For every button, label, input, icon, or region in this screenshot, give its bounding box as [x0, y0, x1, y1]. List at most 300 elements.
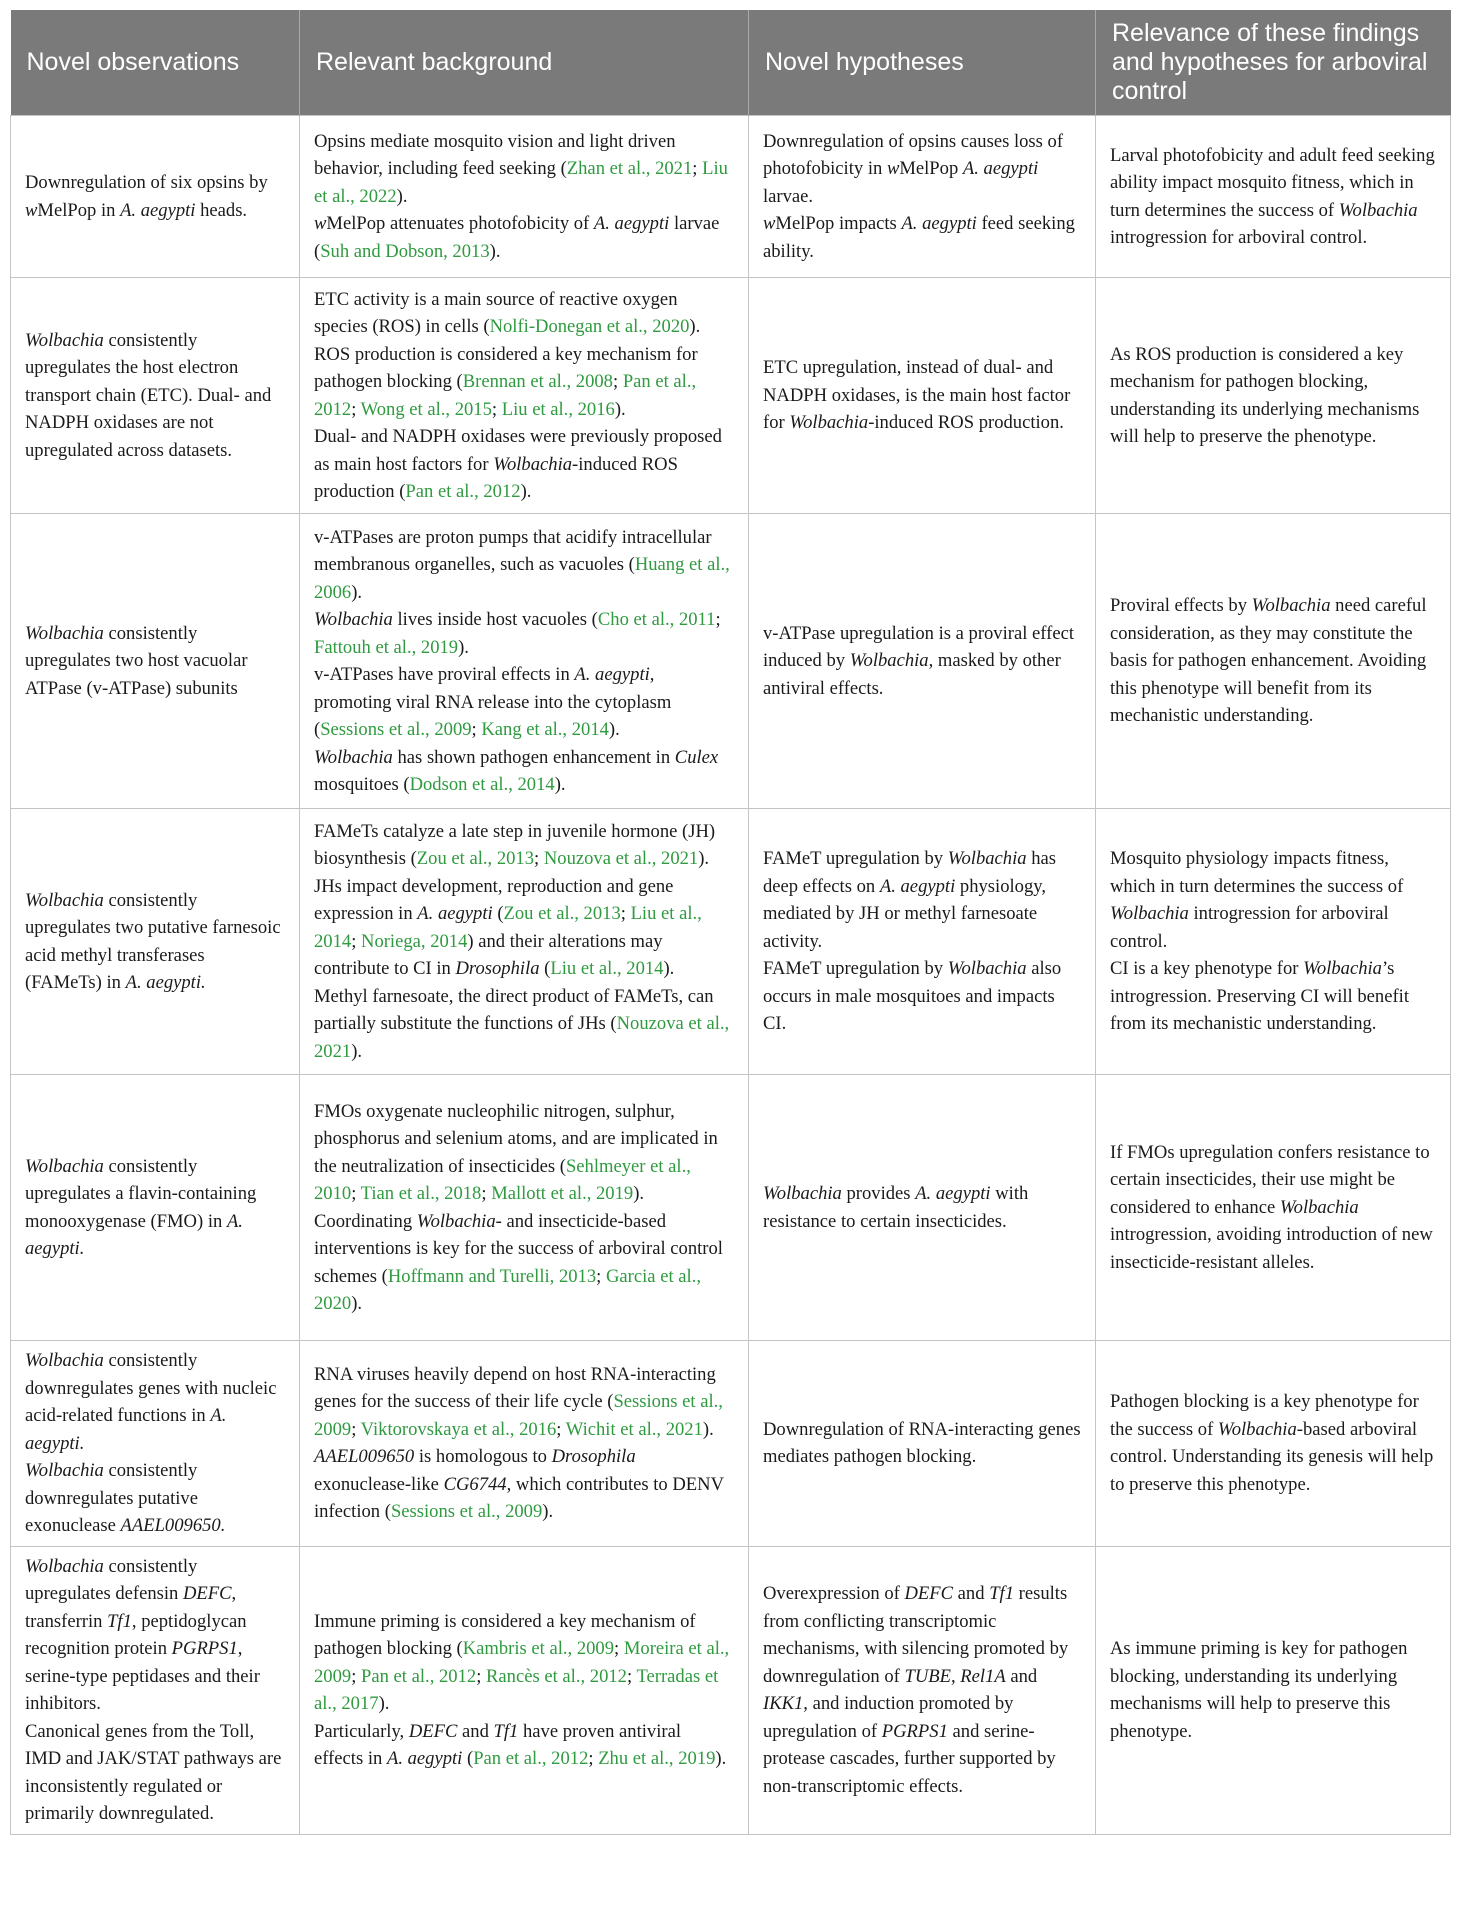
- background-cell: [300, 1075, 749, 1341]
- text-run: need careful consideration, as they may constitute the basis for pathogen enhancement. Avoiding this phenotype will benefit from its mechanistic understanding.: [1110, 595, 1427, 727]
- hypothesis-cell: [749, 514, 1096, 809]
- italic-term: A. aegypti: [574, 664, 650, 685]
- text-run: ;: [596, 1265, 606, 1287]
- italic-term: A. aegypti: [120, 199, 196, 221]
- text-run: Canonical genes from the Toll, IMD and JAK/STAT pathways are inconsistently regulated or primarily downregulated.: [25, 1720, 282, 1824]
- text-run: consistently downregulates genes with nucleic acid-related functions in: [25, 1350, 277, 1426]
- table-row: [11, 809, 1451, 1075]
- citation-link[interactable]: Kang et al., 2014: [481, 719, 609, 740]
- text-run: ;: [556, 1418, 566, 1440]
- text-run: Dual- and NADPH oxidases were previously proposed as main host factors for: [314, 426, 722, 475]
- text-run: -induced ROS production.: [868, 412, 1064, 434]
- text-run: As ROS production is considered a key mechanism for pathogen blocking, understanding its underlying mechanisms will help to preserve the phenotype.: [1110, 343, 1420, 447]
- cell-paragraph: [314, 606, 734, 661]
- hypothesis-cell: [749, 278, 1096, 514]
- text-run: MelPop in: [37, 199, 121, 221]
- relevance-cell: [1096, 1075, 1451, 1341]
- relevance-cell: [1096, 1546, 1451, 1834]
- text-run: physiology, mediated by JH or methyl farnesoate activity.: [763, 875, 1046, 952]
- observation-cell: [11, 1546, 300, 1834]
- text-run: ).: [396, 185, 408, 207]
- italic-term: Drosophila: [551, 1446, 636, 1468]
- table-row: [11, 116, 1451, 278]
- text-run: ETC activity is a main source of reactive oxygen species (ROS) in cells (: [314, 288, 678, 337]
- text-run: Downregulation of opsins causes loss of photofobicity in: [763, 130, 1064, 180]
- cell-paragraph: [1110, 1388, 1436, 1498]
- text-run: MelPop impacts: [775, 213, 902, 235]
- italic-term: Tf1: [493, 1720, 519, 1742]
- italic-term: Wolbachia: [1279, 1196, 1359, 1218]
- italic-term: Wolbachia: [789, 412, 869, 434]
- text-run: ;: [534, 848, 544, 870]
- cell-paragraph: [25, 1347, 285, 1457]
- cell-paragraph: [25, 887, 285, 997]
- citation-link[interactable]: Fattouh et al., 2019: [314, 636, 459, 658]
- text-run: ).: [458, 636, 469, 658]
- table-row: [11, 278, 1451, 514]
- text-run: -induced ROS production (: [314, 453, 678, 502]
- hypothesis-cell: [749, 1075, 1096, 1341]
- table-body: [11, 116, 1451, 1835]
- text-run: provides: [841, 1183, 916, 1204]
- text-run: ROS production is considered a key mechanism for pathogen blocking (: [314, 343, 698, 392]
- citation-link[interactable]: Sessions et al., 2009: [320, 719, 472, 740]
- text-run: Immune priming is considered a key mechanism of pathogen blocking (: [314, 1610, 696, 1659]
- citation-link[interactable]: Viktorovskaya et al., 2016: [360, 1418, 557, 1440]
- text-run: - and insecticide-based interventions is key for the success of arboviral control schemes (: [314, 1210, 723, 1287]
- cell-paragraph: [25, 620, 285, 703]
- cell-paragraph: [314, 1443, 734, 1526]
- cell-paragraph: [314, 1098, 734, 1208]
- text-run: v-ATPase upregulation is a proviral effect induced by: [763, 622, 1074, 672]
- text-run: and: [953, 1583, 990, 1604]
- text-run: ;: [471, 719, 482, 740]
- text-run: larvae (: [314, 213, 720, 262]
- table-row: [11, 1546, 1451, 1834]
- hypothesis-cell: [749, 1341, 1096, 1547]
- text-run: ;: [491, 398, 502, 420]
- italic-term: Tf1: [107, 1610, 132, 1632]
- text-run: Coordinating: [314, 1210, 417, 1232]
- citation-link[interactable]: Zou et al., 2013: [416, 848, 535, 870]
- citation-link[interactable]: Huang et al., 2006: [314, 554, 730, 603]
- header-relevant-background: Relevant background: [300, 10, 749, 116]
- citation-link[interactable]: Liu et al., 2014: [314, 903, 702, 952]
- text-run: introgression, avoiding introduction of new insecticide-resistant alleles.: [1110, 1224, 1433, 1273]
- text-run: (: [462, 1748, 474, 1769]
- italic-term: Wolbachia: [1217, 1418, 1297, 1440]
- text-run: lives inside host vacuoles (: [392, 609, 598, 630]
- text-run: -based arboviral control. Understanding its genesis will help to preserve this phenotype.: [1110, 1418, 1434, 1495]
- hypothesis-cell: [749, 1546, 1096, 1834]
- cell-paragraph: [314, 818, 734, 873]
- text-run: , transferrin: [25, 1583, 237, 1632]
- italic-term: w: [314, 213, 327, 235]
- italic-term: Wolbachia: [25, 1350, 104, 1371]
- italic-term: A. aegypti: [417, 903, 493, 925]
- citation-link[interactable]: Wong et al., 2015: [360, 398, 492, 420]
- cell-paragraph: [25, 1718, 285, 1828]
- italic-term: TUBE: [904, 1665, 951, 1687]
- cell-paragraph: [1110, 1635, 1436, 1745]
- text-run: ).: [351, 581, 363, 603]
- text-run: ).: [698, 848, 710, 870]
- text-run: consistently upregulates two putative farnesoic acid methyl transferases (FAMeTs) in: [25, 889, 281, 993]
- text-run: , promoting viral RNA release into the cytoplasm (: [314, 664, 672, 740]
- text-run: ).: [520, 481, 532, 502]
- text-run: ;: [351, 398, 361, 420]
- text-run: (: [492, 903, 504, 925]
- italic-term: w: [25, 199, 38, 221]
- text-run: (: [539, 958, 551, 980]
- text-run: , and induction promoted by upregulation of: [763, 1693, 1014, 1742]
- header-novel-observations: Novel observations: [11, 10, 300, 116]
- text-run: heads.: [195, 199, 248, 221]
- italic-term: Culex: [674, 746, 719, 768]
- cell-paragraph: [1110, 955, 1436, 1038]
- text-run: have proven antiviral effects in: [314, 1720, 681, 1769]
- text-run: ).: [608, 719, 620, 740]
- text-run: ).: [378, 1693, 390, 1714]
- text-run: Proviral effects by: [1110, 595, 1252, 617]
- text-run: Opsins mediate mosquito vision and light driven behavior, including feed seeking (: [314, 130, 676, 180]
- background-cell: [300, 1341, 749, 1547]
- text-run: MelPop attenuates photofobicity of: [326, 213, 594, 235]
- text-run: ;: [614, 1638, 624, 1659]
- italic-term: Rel1A: [960, 1665, 1006, 1687]
- text-run: consistently upregulates defensin: [25, 1555, 198, 1604]
- text-run: Downregulation of RNA-interacting genes mediates pathogen blocking.: [763, 1418, 1081, 1468]
- background-cell: [300, 809, 749, 1075]
- italic-term: PGRPS1: [171, 1638, 238, 1659]
- cell-paragraph: [763, 128, 1081, 211]
- cell-paragraph: [1110, 845, 1436, 955]
- italic-term: Wolbachia: [314, 609, 393, 630]
- text-run: v-ATPases are proton pumps that acidify intracellular membranous organelles, such as vacuoles (: [314, 526, 712, 575]
- text-run: ;: [715, 609, 721, 630]
- citation-link[interactable]: Liu et al., 2014: [550, 958, 664, 980]
- table-row: [11, 1075, 1451, 1341]
- cell-paragraph: [314, 744, 734, 799]
- text-run: FAMeT upregulation by: [763, 848, 948, 870]
- text-run: ,: [950, 1665, 961, 1687]
- observation-cell: [11, 514, 300, 809]
- text-run: larvae.: [763, 185, 814, 207]
- cell-paragraph: [314, 661, 734, 744]
- italic-term: A. aegypti: [879, 875, 956, 897]
- citation-link[interactable]: Noriega, 2014: [361, 930, 468, 952]
- text-run: JHs impact development, reproduction and gene expression in: [314, 875, 674, 925]
- italic-term: Wolbachia: [763, 1183, 842, 1204]
- observation-cell: [11, 278, 300, 514]
- italic-term: DEFC: [183, 1583, 232, 1604]
- citation-link[interactable]: Moreira et al., 2009: [314, 1638, 730, 1687]
- citation-link[interactable]: Nolfi-Donegan et al., 2020: [489, 316, 690, 337]
- citation-link[interactable]: Pan et al., 2012: [361, 1665, 477, 1687]
- text-run: ).: [542, 1501, 554, 1523]
- italic-term: Wolbachia: [25, 1460, 104, 1481]
- italic-term: Wolbachia: [849, 650, 929, 672]
- citation-link[interactable]: Dodson et al., 2014: [409, 774, 555, 795]
- text-run: ).: [554, 774, 566, 795]
- cell-paragraph: [763, 354, 1081, 437]
- text-run: ’s introgression. Preserving CI will benefit from its mechanistic understanding.: [1110, 958, 1409, 1035]
- relevance-cell: [1096, 278, 1451, 514]
- citation-link[interactable]: Zhan et al., 2021: [566, 158, 693, 180]
- header-relevance-arboviral-control: Relevance of these findings and hypotheses for arboviral control: [1096, 10, 1451, 116]
- citation-link[interactable]: Wichit et al., 2021: [565, 1418, 703, 1440]
- hypothesis-cell: [749, 809, 1096, 1075]
- cell-paragraph: [763, 620, 1081, 703]
- text-run: ).: [614, 398, 626, 420]
- italic-term: A. aegypti.: [25, 1210, 243, 1259]
- cell-paragraph: [314, 128, 734, 211]
- text-run: consistently upregulates the host electron transport chain (ETC). Dual- and NADPH oxidases are not upregulated across datasets.: [25, 329, 272, 461]
- text-run: MelPop: [899, 158, 963, 180]
- cell-paragraph: [25, 169, 285, 224]
- observation-cell: [11, 1341, 300, 1547]
- italic-term: Wolbachia: [947, 848, 1027, 870]
- relevance-cell: [1096, 116, 1451, 278]
- text-run: ).: [489, 240, 501, 262]
- text-run: , peptidoglycan recognition protein: [25, 1610, 247, 1659]
- table-row: [11, 514, 1451, 809]
- text-run: ;: [351, 1665, 362, 1687]
- text-run: , which contributes to DENV infection (: [314, 1473, 724, 1523]
- italic-term: w: [763, 213, 776, 235]
- citation-link[interactable]: Liu et al., 2022: [314, 158, 728, 207]
- italic-term: Drosophila: [455, 958, 540, 980]
- citation-link[interactable]: Sehlmeyer et al., 2010: [314, 1155, 691, 1204]
- cell-paragraph: [763, 1580, 1081, 1800]
- citation-link[interactable]: Nouzova et al., 2021: [543, 848, 699, 870]
- italic-term: A. aegypti: [962, 158, 1039, 180]
- text-run: results from conflicting transcriptomic mechanisms, with silencing promoted by downregulation of: [763, 1583, 1069, 1687]
- cell-paragraph: [314, 524, 734, 607]
- text-run: v-ATPases have proviral effects in: [314, 664, 575, 685]
- italic-term: Wolbachia: [25, 889, 104, 911]
- italic-term: A. aegypti: [386, 1748, 463, 1769]
- text-run: ;: [620, 903, 631, 925]
- italic-term: DEFC: [904, 1583, 954, 1604]
- text-run: has deep effects on: [763, 848, 1057, 897]
- cell-paragraph: [763, 210, 1081, 265]
- cell-paragraph: [314, 983, 734, 1066]
- background-cell: [300, 278, 749, 514]
- table-row: [11, 1341, 1451, 1547]
- citation-link[interactable]: Liu et al., 2016: [501, 398, 615, 420]
- background-cell: [300, 514, 749, 809]
- text-run: FAMeT upregulation by: [763, 958, 948, 980]
- citation-link[interactable]: Sessions et al., 2009: [314, 1391, 723, 1440]
- italic-term: CG6744: [443, 1473, 507, 1495]
- italic-term: A. aegypti: [915, 1183, 991, 1204]
- italic-term: Tf1: [989, 1583, 1014, 1604]
- text-run: is homologous to: [414, 1446, 552, 1468]
- italic-term: Wolbachia: [1303, 958, 1382, 980]
- text-run: and serine-protease cascades, further supported by non-transcriptomic effects.: [763, 1720, 1056, 1797]
- header-row: [11, 10, 1451, 116]
- text-run: ).: [702, 1418, 714, 1440]
- cell-paragraph: [314, 1208, 734, 1318]
- text-run: ;: [351, 1418, 361, 1440]
- citation-link[interactable]: Garcia et al., 2020: [314, 1265, 701, 1314]
- italic-term: AAEL009650.: [120, 1515, 226, 1536]
- text-run: Particularly,: [314, 1720, 409, 1742]
- citation-link[interactable]: Cho et al., 2011: [597, 609, 716, 630]
- cell-paragraph: [1110, 592, 1436, 730]
- italic-term: A. aegypti.: [25, 1405, 227, 1454]
- citation-link[interactable]: Kambris et al., 2009: [462, 1638, 615, 1659]
- cell-paragraph: [1110, 1139, 1436, 1277]
- text-run: ;: [588, 1748, 599, 1769]
- header-novel-hypotheses: Novel hypotheses: [749, 10, 1096, 116]
- citation-link[interactable]: Terradas et al., 2017: [314, 1665, 719, 1714]
- text-run: Mosquito physiology impacts fitness, which in turn determines the success of: [1110, 848, 1404, 897]
- text-run: ;: [626, 1665, 637, 1687]
- italic-term: AAEL009650: [314, 1446, 415, 1468]
- text-run: and: [1005, 1665, 1038, 1687]
- cell-paragraph: [25, 327, 285, 465]
- text-run: exonuclease-like: [314, 1473, 444, 1495]
- italic-term: A. aegypti.: [125, 972, 206, 993]
- text-run: consistently downregulates putative exonuclease: [25, 1460, 198, 1536]
- italic-term: Wolbachia: [1251, 595, 1331, 617]
- background-cell: [300, 116, 749, 278]
- italic-term: PGRPS1: [881, 1720, 948, 1742]
- italic-term: Wolbachia: [1110, 903, 1189, 925]
- cell-paragraph: [763, 955, 1081, 1038]
- text-run: ;: [351, 1183, 361, 1204]
- text-run: consistently upregulates a flavin-containing monooxygenase (FMO) in: [25, 1155, 257, 1232]
- citation-link[interactable]: Suh and Dobson, 2013: [320, 240, 490, 262]
- text-run: Larval photofobicity and adult feed seeking ability impact mosquito fitness, which in turn determines the success of: [1110, 144, 1435, 221]
- text-run: FAMeTs catalyze a late step in juvenile hormone (JH) biosynthesis (: [314, 820, 716, 870]
- text-run: with resistance to certain insecticides.: [763, 1183, 1029, 1232]
- cell-paragraph: [314, 873, 734, 983]
- observation-cell: [11, 809, 300, 1075]
- text-run: ).: [689, 316, 701, 337]
- hypothesis-cell: [749, 116, 1096, 278]
- text-run: FMOs oxygenate nucleophilic nitrogen, sulphur, phosphorus and selenium atoms, and are implicated in the neutralization of insecticides (: [314, 1100, 718, 1177]
- cell-paragraph: [1110, 341, 1436, 451]
- text-run: also occurs in male mosquitoes and impacts CI.: [763, 958, 1062, 1035]
- text-run: introgression for arboviral control.: [1110, 227, 1368, 248]
- cell-paragraph: [1110, 142, 1436, 252]
- cell-paragraph: [314, 1718, 734, 1773]
- text-run: Methyl farnesoate, the direct product of FAMeTs, can partially substitute the functions of JHs (: [314, 985, 714, 1035]
- italic-term: Wolbachia: [25, 329, 104, 351]
- cell-paragraph: [314, 341, 734, 424]
- text-run: and: [457, 1720, 494, 1742]
- citation-link[interactable]: Zou et al., 2013: [503, 903, 621, 925]
- background-cell: [300, 1546, 749, 1834]
- cell-paragraph: [763, 1416, 1081, 1471]
- italic-term: A. aegypti: [593, 213, 670, 235]
- citation-link[interactable]: Zhu et al., 2019: [598, 1748, 716, 1769]
- text-run: ;: [351, 930, 362, 952]
- italic-term: Wolbachia: [314, 746, 393, 768]
- citation-link[interactable]: Brennan et al., 2008: [462, 371, 613, 392]
- observation-cell: [11, 116, 300, 278]
- text-run: ;: [481, 1183, 492, 1204]
- text-run: Downregulation of six opsins by: [25, 172, 268, 193]
- cell-paragraph: [25, 1457, 285, 1540]
- table-container: [10, 10, 1450, 1835]
- cell-paragraph: [25, 1553, 285, 1718]
- text-run: As immune priming is key for pathogen blocking, understanding its underlying mechanisms will help to preserve this phenotype.: [1110, 1638, 1408, 1742]
- text-run: ).: [351, 1040, 363, 1062]
- text-run: consistently upregulates two host vacuolar ATPase (v-ATPase) subunits: [25, 622, 248, 699]
- italic-term: Wolbachia: [493, 453, 573, 475]
- text-run: , serine-type peptidases and their inhibitors.: [25, 1638, 260, 1714]
- text-run: mosquitoes (: [314, 774, 410, 795]
- italic-term: w: [886, 158, 900, 180]
- text-run: feed seeking ability.: [763, 213, 1075, 262]
- text-run: introgression for arboviral control.: [1110, 903, 1389, 952]
- relevance-cell: [1096, 809, 1451, 1075]
- citation-link[interactable]: Sessions et al., 2009: [390, 1501, 543, 1523]
- citation-link[interactable]: Mallott et al., 2019: [491, 1183, 634, 1204]
- text-run: has shown pathogen enhancement in: [392, 746, 675, 768]
- citation-link[interactable]: Pan et al., 2012: [314, 371, 697, 420]
- text-run: ;: [612, 371, 623, 392]
- cell-paragraph: [763, 845, 1081, 955]
- italic-term: Wolbachia: [1338, 199, 1418, 221]
- citation-link[interactable]: Hoffmann and Turelli, 2013: [387, 1265, 597, 1287]
- citation-link[interactable]: Nouzova et al., 2021: [314, 1013, 730, 1062]
- text-run: ETC upregulation, instead of dual- and NADPH oxidases, is the main host factor for: [763, 357, 1071, 434]
- italic-term: Wolbachia: [947, 958, 1027, 980]
- italic-term: Wolbachia: [416, 1210, 496, 1232]
- italic-term: Wolbachia: [25, 622, 104, 644]
- text-run: ).: [663, 958, 675, 980]
- cell-paragraph: [25, 1153, 285, 1263]
- italic-term: DEFC: [408, 1720, 458, 1742]
- italic-term: Wolbachia: [25, 1155, 104, 1177]
- text-run: RNA viruses heavily depend on host RNA-interacting genes for the success of their life cycle (: [314, 1363, 716, 1413]
- cell-paragraph: [314, 210, 734, 265]
- citation-link[interactable]: Pan et al., 2012: [473, 1748, 589, 1769]
- relevance-cell: [1096, 514, 1451, 809]
- cell-paragraph: [314, 1361, 734, 1444]
- cell-paragraph: [314, 1608, 734, 1718]
- text-run: Pathogen blocking is a key phenotype for the success of: [1110, 1391, 1419, 1440]
- relevance-cell: [1096, 1341, 1451, 1547]
- text-run: ).: [351, 1293, 363, 1314]
- text-run: CI is a key phenotype for: [1110, 958, 1304, 980]
- findings-table: [10, 10, 1451, 1835]
- cell-paragraph: [314, 286, 734, 341]
- italic-term: Wolbachia: [25, 1555, 104, 1577]
- cell-paragraph: [314, 423, 734, 506]
- observation-cell: [11, 1075, 300, 1341]
- citation-link[interactable]: Rancès et al., 2012: [486, 1665, 627, 1687]
- text-run: ;: [476, 1665, 487, 1687]
- italic-term: A. aegypti: [901, 213, 977, 235]
- text-run: Overexpression of: [763, 1583, 905, 1604]
- text-run: , masked by other antiviral effects.: [763, 650, 1061, 699]
- citation-link[interactable]: Pan et al., 2012: [405, 481, 521, 502]
- citation-link[interactable]: Tian et al., 2018: [360, 1183, 482, 1204]
- text-run: ;: [692, 158, 703, 180]
- text-run: ) and their alterations may contribute to CI in: [314, 930, 663, 980]
- italic-term: IKK1: [763, 1693, 804, 1714]
- text-run: If FMOs upregulation confers resistance to certain insecticides, their use might be considered to enhance: [1110, 1141, 1430, 1218]
- cell-paragraph: [763, 1180, 1081, 1235]
- text-run: ).: [633, 1183, 645, 1204]
- text-run: ).: [715, 1748, 727, 1769]
